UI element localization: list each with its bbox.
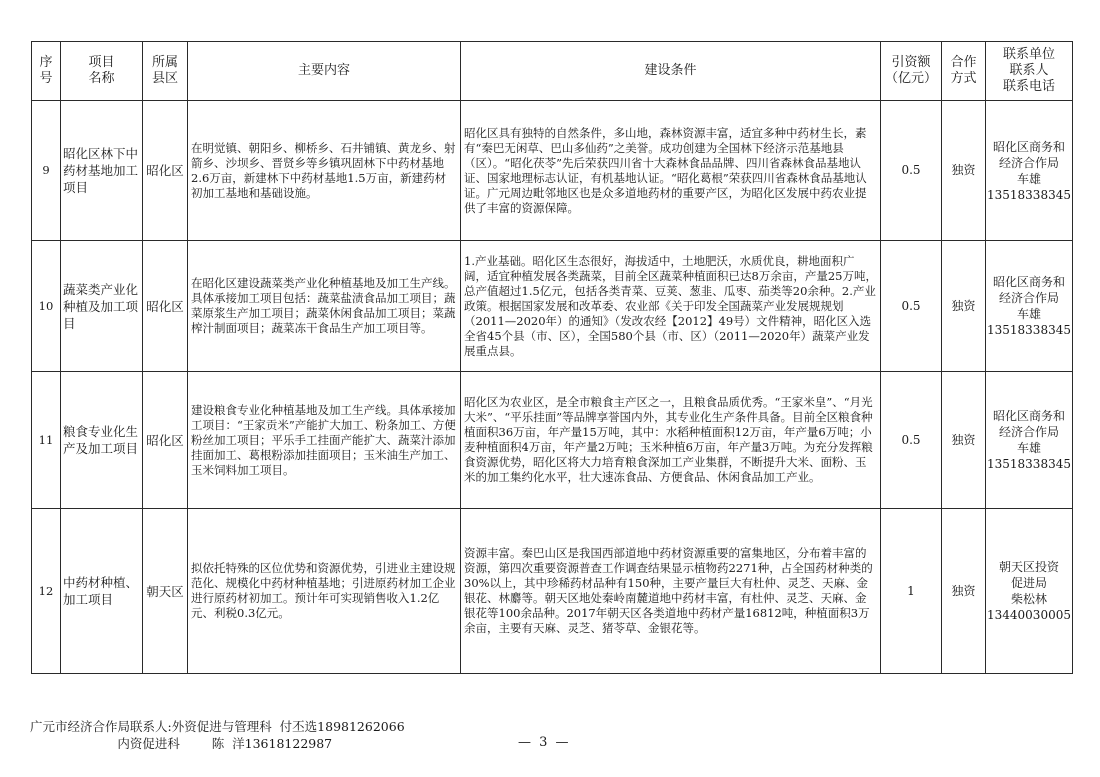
header-contact-line2: 联系人: [1009, 63, 1049, 78]
table-row: [32, 241, 1073, 372]
row-amount: 0.5: [881, 372, 942, 509]
row-mode: 独资: [942, 372, 986, 509]
header-no-line1: 序: [39, 55, 53, 70]
header-district: [143, 42, 188, 101]
header-name: [61, 42, 143, 101]
contact-unit-line1: 朝天区投资: [998, 560, 1059, 574]
row-no: 9: [32, 101, 61, 241]
row-no: 10: [32, 241, 61, 372]
projects-table: [31, 41, 1073, 674]
row-conditions: 1.产业基础。昭化区生态很好，海拔适中，土地肥沃，水质优良，耕地面积广阔，适宜种植发展各类蔬菜，目前全区蔬菜种植面积已达8万余亩，产量25万吨，总产值超过1.5亿元，包括各类青菜、豆荚、葱韭、瓜枣、茄类等20余种。2.产业政策。根据国家发展和改革委、农业部《关于印发全国蔬菜产业发展规规划（2011—2020年）的通知》（发改农经【2012】49号）文件精神，昭化区入选全省45个县（市、区），全国580个县（市、区）（2011—2020年）蔬菜产业发展重点县。: [461, 241, 881, 372]
table-row: [32, 509, 1073, 674]
contact-phone: 13518338345: [987, 457, 1071, 471]
row-conditions: 资源丰富。秦巴山区是我国西部道地中药材资源重要的富集地区，分布着丰富的资源，第四次重要资源普查工作调查结果显示植物药2271种，占全国药材种类的30%以上，其中珍稀药材品种有150种，主要产量巨大有杜仲、灵芝、天麻、金银花、林麝等。朝天区地处秦岭南麓道地中药材丰富，有杜仲、灵芝、天麻、金银花等100余品种。2017年朝天区各类道地中药材产量16812吨，种植面积3万余亩，主要有天麻、灵芝、猪苓草、金银花等。: [461, 509, 881, 674]
header-contact-line1: 联系单位: [1002, 47, 1055, 62]
contact-unit-line1: 昭化区商务和: [992, 139, 1065, 154]
contact-unit-line2: 经济合作局: [998, 291, 1059, 305]
contact-unit-line2: 经济合作局: [998, 155, 1059, 170]
row-district: 昭化区: [143, 241, 188, 372]
row-contact: [986, 101, 1073, 241]
contact-person: 车雄: [1016, 307, 1041, 321]
table-row: [32, 372, 1073, 509]
header-no: [32, 42, 61, 101]
header-mode: [942, 42, 986, 101]
row-mode: 独资: [942, 101, 986, 241]
header-no-line2: 号: [39, 71, 53, 86]
header-row: [32, 42, 1073, 101]
row-project-name: 蔬菜类产业化种植及加工项目: [61, 241, 143, 372]
contact-person: 车雄: [1016, 441, 1041, 455]
row-district: 昭化区: [143, 101, 188, 241]
header-main-content: 主要内容: [188, 42, 461, 101]
row-conditions: 昭化区为农业区，是全市粮食主产区之一，且粮食品质优秀。“王家米皇”、“月光大米”、“平乐挂面”等品牌享誉国内外，其专业化生产条件具备。目前全区粮食种植面积36万亩，年产量15万吨，其中：水稻种植面积12万亩，年产量6万吨；小麦种植面积4万亩，年产量2万吨；玉米种植6万亩，年产量3万吨。为充分发挥粮食资源优势，昭化区将大力培育粮食深加工产业集群，不断提升大米、面粉、玉米的加工集约化水平，壮大速冻食品、方便食品、休闲食品加工产业。: [461, 372, 881, 509]
header-conditions: 建设条件: [461, 42, 881, 101]
header-district-line1: 所属: [151, 55, 178, 70]
contact-unit-line2: 经济合作局: [998, 425, 1059, 439]
header-contact-line3: 联系电话: [1002, 79, 1055, 94]
row-contact: [986, 509, 1073, 674]
contact-person: 车雄: [1016, 171, 1041, 186]
contact-unit-line1: 昭化区商务和: [992, 275, 1065, 289]
header-amount-line2: （亿元）: [884, 71, 937, 86]
page-number: — 3 —: [518, 735, 571, 750]
header-amount-line1: 引资额: [891, 55, 931, 70]
row-project-name: 昭化区林下中药材基地加工项目: [61, 101, 143, 241]
header-name-line2: 名称: [88, 71, 115, 86]
contact-unit-line1: 昭化区商务和: [992, 409, 1065, 423]
contact-phone: 13440030005: [987, 608, 1071, 622]
header-name-line1: 项目: [88, 55, 115, 70]
header-mode-line1: 合作: [950, 55, 977, 70]
footer-contact-line2: 内资促进科 陈 洋13618122987: [30, 736, 333, 751]
row-mode: 独资: [942, 509, 986, 674]
row-contact: [986, 372, 1073, 509]
header-amount: [881, 42, 942, 101]
footer-contacts: [30, 718, 405, 752]
row-conditions: 昭化区具有独特的自然条件，多山地，森林资源丰富，适宜多种中药材生长，素有“秦巴无闲草、巴山多仙药”之美誉。成功创建为全国林下经济示范基地县（区）。“昭化茯苓”先后荣获四川省十大森林食品品牌、四川省森林食品基地认证、国家地理标志认证，有机基地认证。“昭化葛根”荣获四川省森林食品基地认证。广元周边毗邻地区也是众多道地药材的重要产区，为昭化区发展中药农业提供了丰富的资源保障。: [461, 101, 881, 241]
row-amount: 0.5: [881, 241, 942, 372]
contact-phone: 13518338345: [987, 323, 1071, 337]
header-mode-line2: 方式: [950, 71, 977, 86]
row-amount: 1: [881, 509, 942, 674]
row-project-name: 中药材种植、加工项目: [61, 509, 143, 674]
table-row: [32, 101, 1073, 241]
row-district: 朝天区: [143, 509, 188, 674]
footer-contact-line1: 广元市经济合作局联系人:外资促进与管理科 付丕选18981262066: [30, 719, 405, 734]
header-district-line2: 县区: [151, 71, 178, 86]
contact-person: 柴松林: [1010, 592, 1047, 606]
row-no: 11: [32, 372, 61, 509]
row-no: 12: [32, 509, 61, 674]
row-mode: 独资: [942, 241, 986, 372]
row-project-name: 粮食专业化生产及加工项目: [61, 372, 143, 509]
row-amount: 0.5: [881, 101, 942, 241]
row-contact: [986, 241, 1073, 372]
row-main-content: 建设粮食专业化种植基地及加工生产线。具体承接加工项目：“王家贡米”产能扩大加工、粉条加工、方便粉丝加工项目；平乐手工挂面产能扩大、蔬菜汁添加挂面加工、葛根粉添加挂面项目；玉米油生产加工、玉米饲料加工项目。: [188, 372, 461, 509]
contact-unit-line2: 促进局: [1010, 576, 1047, 590]
row-main-content: 在昭化区建设蔬菜类产业化种植基地及加工生产线。具体承接加工项目包括：蔬菜盐渍食品加工项目；蔬菜原浆生产加工项目；蔬菜休闲食品加工项目；菜蔬榨汁制面项目；蔬菜冻干食品生产加工项目等。: [188, 241, 461, 372]
contact-phone: 13518338345: [987, 187, 1071, 202]
header-contact: [986, 42, 1073, 101]
row-district: 昭化区: [143, 372, 188, 509]
row-main-content: 在明觉镇、朝阳乡、柳桥乡、石井铺镇、黄龙乡、射箭乡、沙坝乡、晋贤乡等乡镇巩固林下中药材基地2.6万亩，新建林下中药材基地1.5万亩，新建药材初加工基地和基础设施。: [188, 101, 461, 241]
row-main-content: 拟依托特殊的区位优势和资源优势，引进业主建设规范化、规模化中药材种植基地；引进原药材加工企业进行原药材初加工。预计年可实现销售收入1.2亿元、利税0.3亿元。: [188, 509, 461, 674]
